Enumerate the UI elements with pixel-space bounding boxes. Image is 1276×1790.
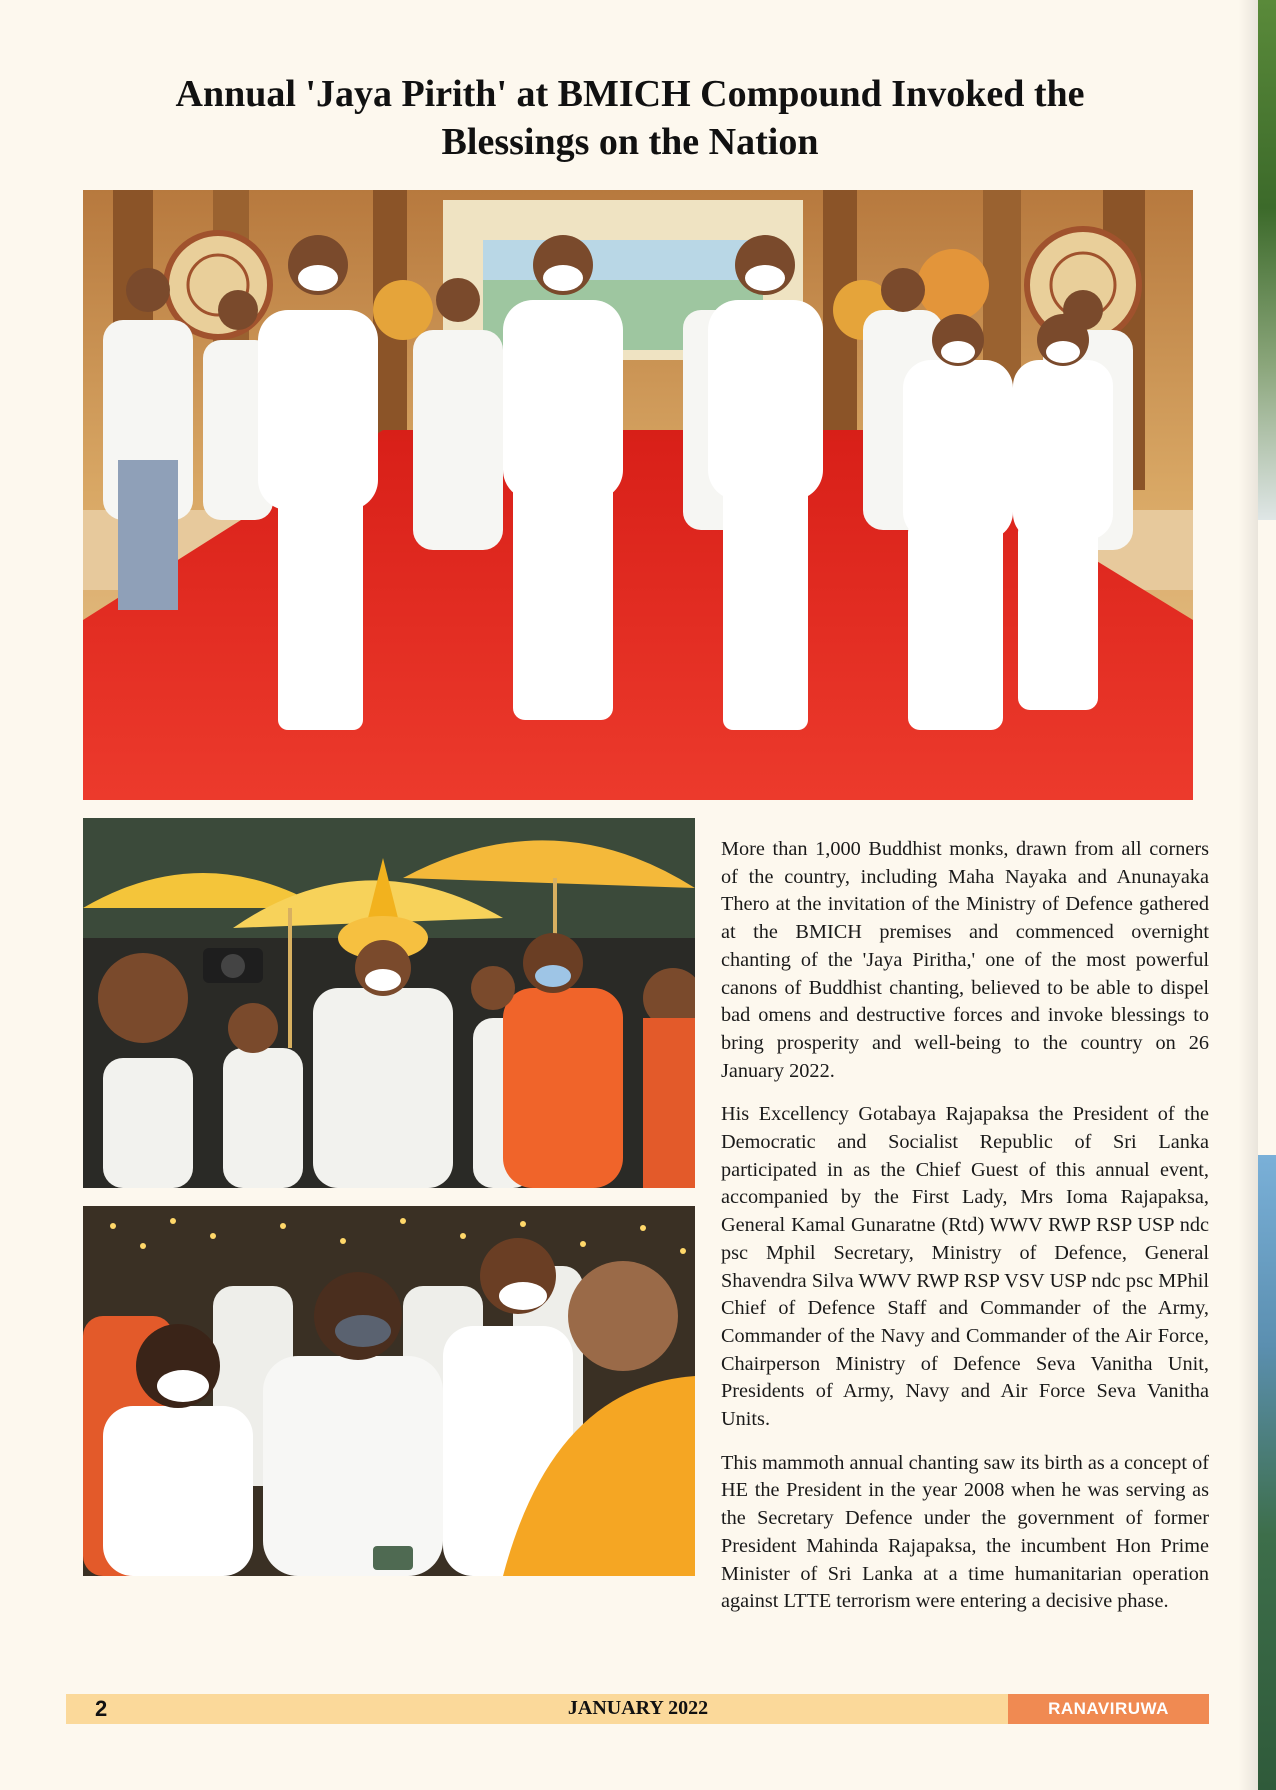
title-line-1: Annual 'Jaya Pirith' at BMICH Compound Invoked the [175, 73, 1085, 115]
paragraph-1: More than 1,000 Buddhist monks, drawn from all corners of the country, including Maha Nayaka and Anunayaka Thero at the invitation of the Ministry of Defence gathered at the BMICH premises and commenced overnight chanting of the 'Jaya Piritha,' one of the most powerful canons of Buddhist chanting, believed to be able to dispel bad omens and destructive forces and invoke blessings to bring prosperity and well-being to the country on 26 January 2022. [721, 838, 1209, 1082]
title-line-2: Blessings on the Nation [441, 121, 819, 163]
photo-guests-with-monks [83, 1206, 695, 1576]
publication-name: RANAVIRUWA [1008, 1694, 1209, 1724]
adjacent-page-photo-bottom [1258, 1155, 1276, 1790]
page-number: 2 [95, 1696, 108, 1721]
page-gutter-shadow [1238, 0, 1258, 1790]
article-body [721, 836, 1209, 1632]
photo-relic-procession [83, 818, 695, 1188]
issue-date: JANUARY 2022 [567, 1697, 709, 1719]
article-title [60, 70, 1200, 166]
adjacent-page-photo-top [1258, 0, 1276, 520]
paragraph-2: His Excellency Gotabaya Rajapaksa the President of the Democratic and Socialist Republic of Sri Lanka participated in as the Chief Guest of this annual event, accompanied by the First Lady, Mrs Ioma Rajapaksa, General Kamal Gunaratne (Rtd) WWV RWP RSP USP ndc psc Mphil Secretary, Ministry of Defence, General Shavendra Silva WWV RWP RSP VSV USP ndc psc MPhil Chief of Defence Staff and Commander of the Army, Commander of the Navy and Commander of the Air Force, Chairperson Ministry of Defence Seva Vanitha Unit, Presidents of Army, Navy and Air Force Seva Vanitha Units. [721, 1103, 1209, 1431]
main-photo-procession [83, 190, 1193, 800]
paragraph-3: This mammoth annual chanting saw its birth as a concept of HE the President in the year 2008 when he was serving as the Secretary Defence under the government of former President Mahinda Rajapaksa, the incumbent Hon Prime Minister of Sri Lanka at a time humanitarian operation against LTTE terrorism were entering a decisive phase. [721, 1451, 1209, 1613]
